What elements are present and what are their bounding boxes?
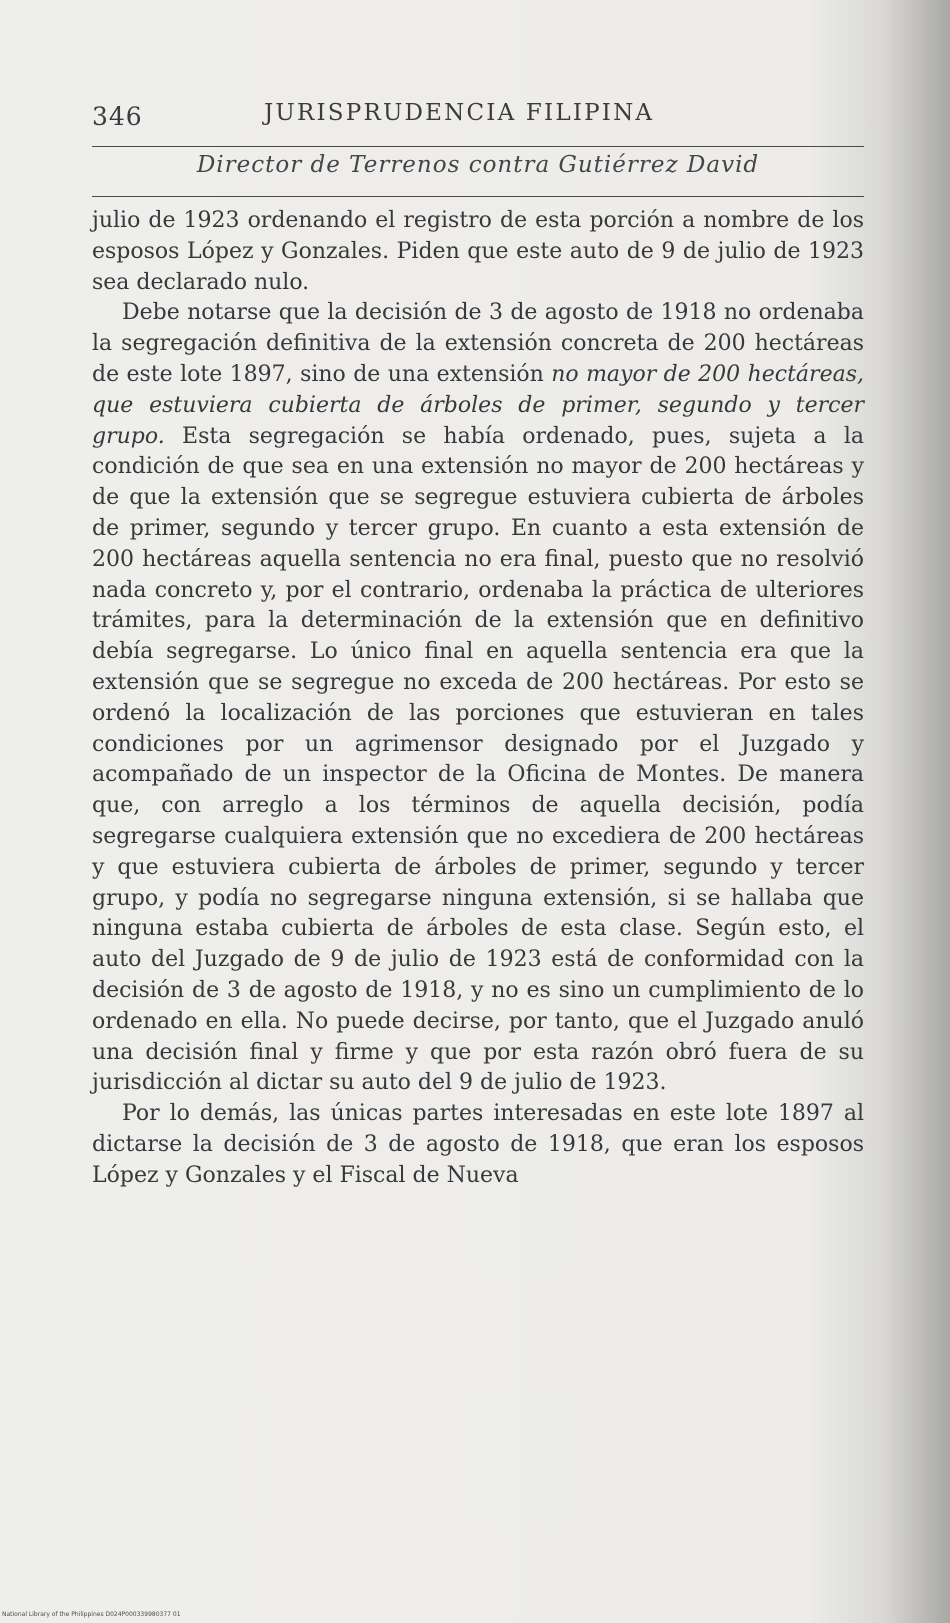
page-header <box>92 96 872 136</box>
header-rule-bottom <box>92 196 864 197</box>
paragraph-1: julio de 1923 ordenando el registro de esta porción a nombre de los esposos López y Gonzales. Piden que este auto de 9 de julio de 1923 sea declarado nulo. <box>92 208 864 295</box>
paragraph-2-start: Debe notarse que la decisión de 3 de agosto de 1918 no ordenaba la segregación definitiva de la extensión concreta de 200 hectáreas de este lote 1897, sino de una extensión <box>92 300 864 387</box>
paragraph-3: Por lo demás, las únicas partes interesadas en este lote 1897 al dictarse la decisión de 3 de agosto de 1918, que eran los esposos López y Gonzales y el Fiscal de Nueva <box>92 1101 864 1188</box>
header-rule-top <box>92 146 864 147</box>
paragraph-2-italic: no mayor de 200 hectáreas, que estuviera cubierta de árboles de primer, segundo y tercer grupo. <box>92 361 864 449</box>
paragraph-2-end: Esta segregación se había ordenado, pues, sujeta a la condición de que sea en una extensión no mayor de 200 hectáreas y de que la extensión que se segregue estuviera cubierta de árboles de primer, segundo y tercer grupo. En cuanto a esta extensión de 200 hectáreas aquella sentencia no era final, puesto que no resolvió nada concreto y, por el contrario, ordenaba la práctica de ulteriores trámites, para la determinación de la extensión que en definitivo debía segregarse. Lo único final en aquella sentencia era que la extensión que se segregue no exceda de 200 hectáreas. Por esto se ordenó la localización de las porciones que estuvieran en tales condiciones por un agrimensor designado por el Juzgado y acompañado de un inspector de la Oficina de Montes. De manera que, con arreglo a los términos de aquella decisión, podía segregarse cualquiera extensión que no excediera de 200 hectáreas y que estuviera cubierta de árboles de primer, segundo y tercer grupo, y podía no segregarse ninguna extensión, si se hallaba que ninguna estaba cubierta de árboles de esta clase. Según esto, el auto del Juzgado de 9 de julio de 1923 está de conformidad con la decisión de 3 de agosto de 1918, y no es sino un cumplimiento de lo ordenado en ella. No puede decirse, por tanto, que el Juzgado anuló una decisión final y firme y que por esta razón obró fuera de su jurisdicción al dictar su auto del 9 de julio de 1923. <box>92 423 864 1096</box>
case-title: Director de Terrenos contra Gutiérrez David <box>196 152 760 178</box>
running-title: JURISPRUDENCIA FILIPINA <box>264 100 655 126</box>
body-text <box>92 206 864 1192</box>
paragraph-2 <box>92 298 864 1099</box>
page-number: 346 <box>92 102 143 131</box>
scan-footer-note: National Library of the Philippines D024P000339980377 01 <box>2 1611 181 1618</box>
